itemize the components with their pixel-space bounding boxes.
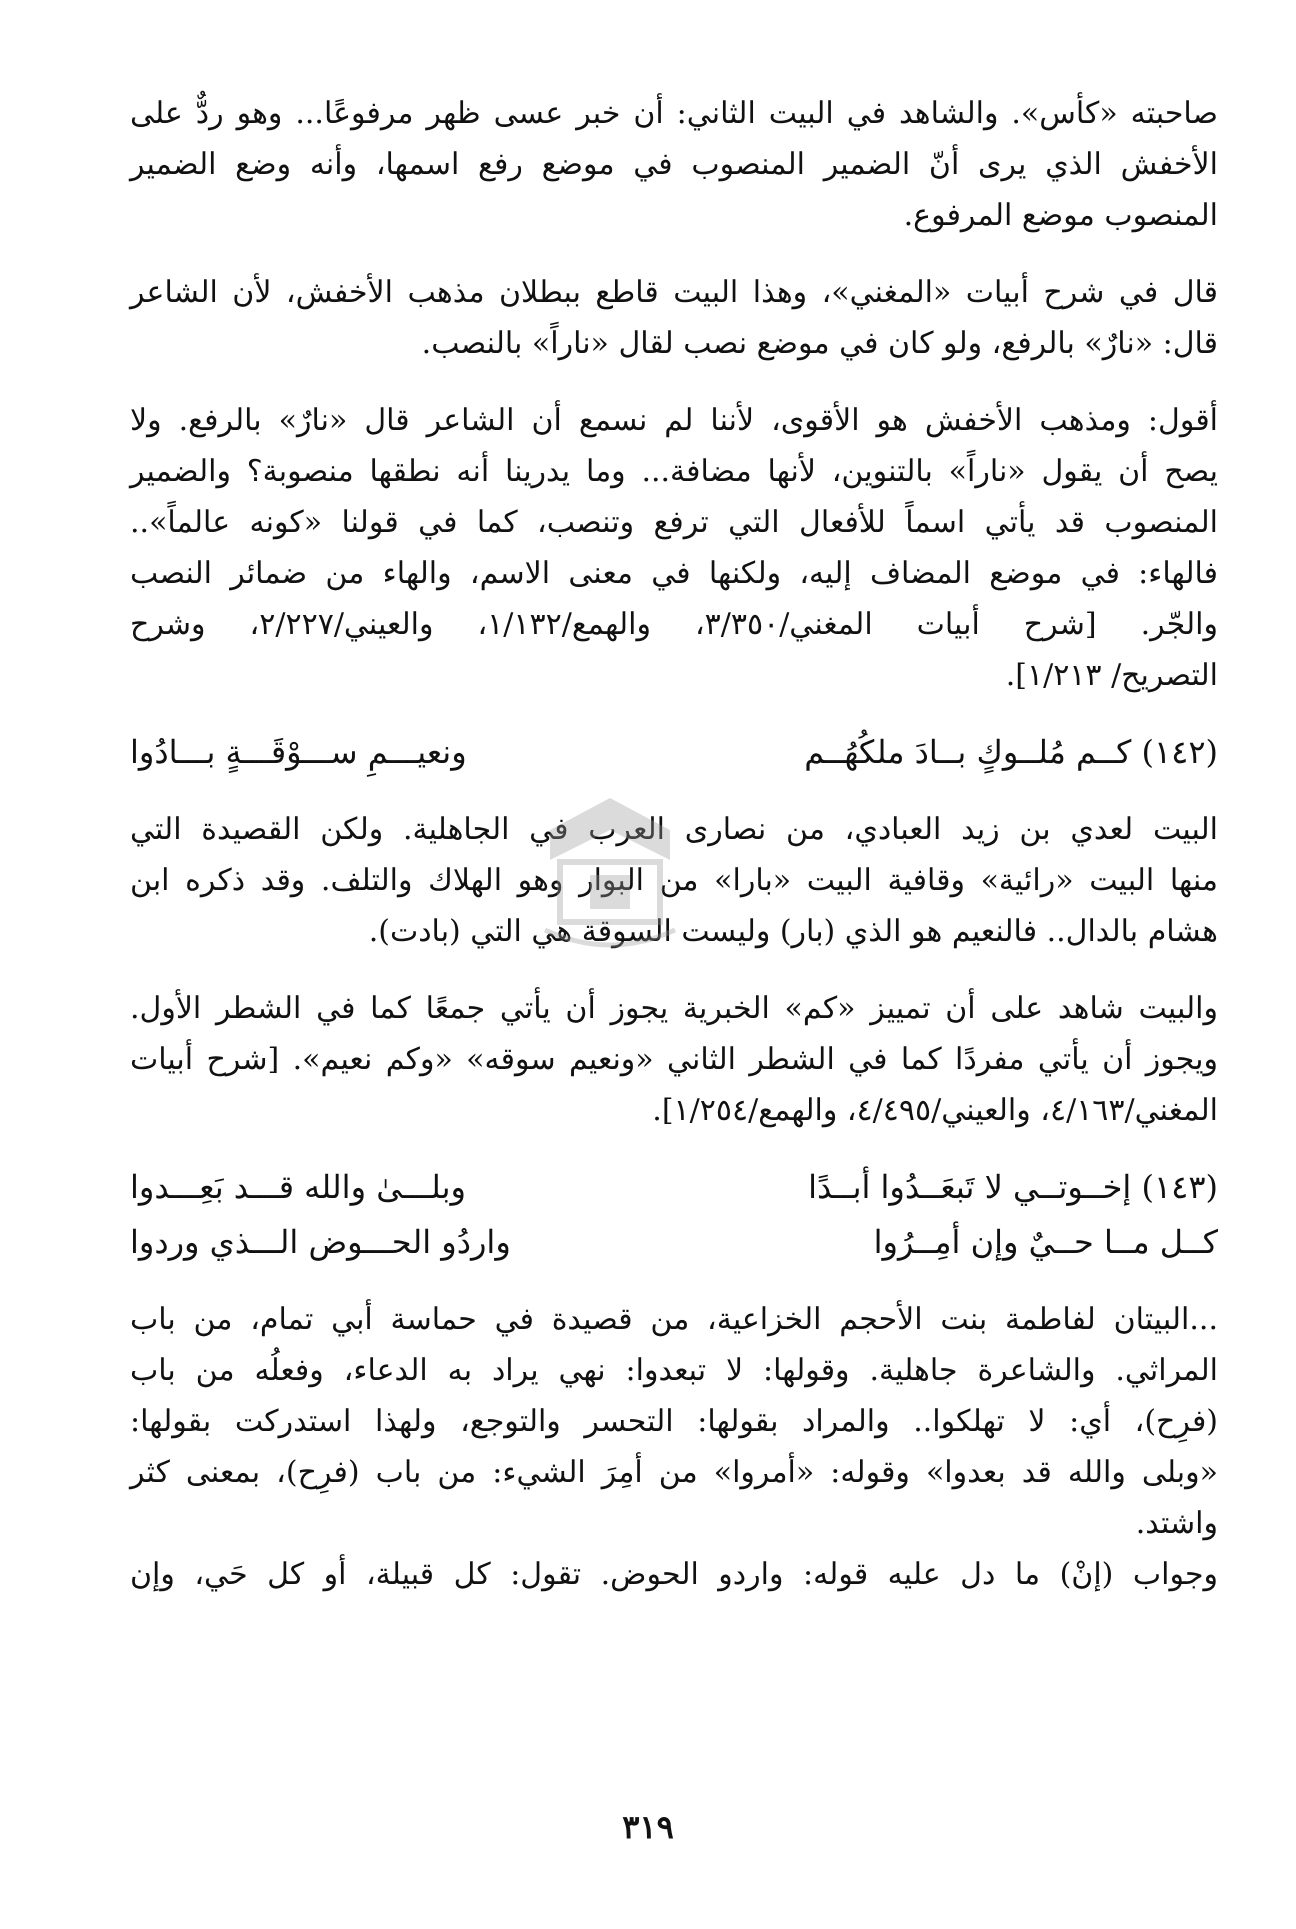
text-line: «وبلى والله قد بعدوا» وقوله: «أمروا» من أمِرَ الشيء: من باب (فرِح)، بمعنى كثر واشتد. xyxy=(130,1455,1218,1541)
text-line: ويجوز أن يأتي مفردًا كما في الشطر الثاني «ونعيم سوقه» «وكم نعيم». [شرح أبيات xyxy=(130,1042,1218,1077)
text-line: والجّر. [شرح أبيات المغني/٣/٣٥٠، والهمع/١/١٣٢، والعيني/٢/٢٢٧، وشرح xyxy=(130,607,1218,642)
text-line: التصريح/ ١/٢١٣]. xyxy=(1005,658,1218,693)
verse-142 xyxy=(130,727,1218,778)
verse-first-hemistich: (١٤٢) كــم مُلــوكٍ بــادَ ملكُهُــم xyxy=(804,733,1218,771)
text-line: يصح أن يقول «ناراً» بالتنوين، لأنها مضافة... وما يدرينا أنه نطقها منصوبة؟ والضمير xyxy=(130,454,1218,489)
text-line: المنصوب موضع المرفوع. xyxy=(903,198,1218,233)
page-number: ٣١٩ xyxy=(622,1808,674,1846)
paragraph-2 xyxy=(130,267,1218,369)
text-line: الأخفش الذي يرى أنّ الضمير المنصوب في موضع رفع اسمها، وأنه وضع الضمير xyxy=(130,147,1218,182)
verse-first-hemistich: (١٤٣) إخــوتــي لا تَبعَــدُوا أبــدًا xyxy=(808,1168,1218,1206)
paragraph-5 xyxy=(130,983,1218,1136)
verse-second-hemistich: ونعيـــمِ ســـوْقَـــةٍ بـــادُوا xyxy=(130,733,467,771)
paragraph-6 xyxy=(130,1294,1218,1600)
text-line: والبيت شاهد على أن تمييز «كم» الخبرية يجوز أن يأتي جمعًا كما في الشطر الأول. xyxy=(130,991,1218,1026)
text-line: (فرِح)، أي: لا تهلكوا.. والمراد بقولها: التحسر والتوجع، ولهذا استدركت بقولها: xyxy=(130,1404,1218,1439)
verse-first-hemistich: كــل مــا حــيٌ وإن أمِــرُوا xyxy=(873,1223,1218,1261)
verse-line xyxy=(130,1217,1218,1268)
verse-second-hemistich: واردُو الحـــوض الـــذي وردوا xyxy=(130,1223,511,1261)
text-line: أقول: ومذهب الأخفش هو الأقوى، لأننا لم نسمع أن الشاعر قال «نارٌ» بالرفع. ولا xyxy=(130,403,1218,438)
text-line: قال: «نارٌ» بالرفع، ولو كان في موضع نصب لقال «ناراً» بالنصب. xyxy=(421,326,1218,361)
text-line: قال في شرح أبيات «المغني»، وهذا البيت قاطع ببطلان مذهب الأخفش، لأن الشاعر xyxy=(130,275,1218,310)
text-line: البيت لعدي بن زيد العبادي، من نصارى العرب في الجاهلية. ولكن القصيدة التي xyxy=(130,812,1218,847)
text-line: المغني/٤/١٦٣، والعيني/٤/٤٩٥، والهمع/١/٢٥٤]. xyxy=(652,1093,1218,1128)
text-line: صاحبته «كأس». والشاهد في البيت الثاني: أن خبر عسى ظهر مرفوعًا... وهو ردٌّ على xyxy=(130,96,1218,131)
verse-second-hemistich: وبلـــىٰ والله قـــد بَعِـــدوا xyxy=(130,1168,466,1206)
text-line: المنصوب قد يأتي اسماً للأفعال التي ترفع وتنصب، كما في قولنا «كونه عالماً».. xyxy=(130,505,1218,540)
text-line: هشام بالدال.. فالنعيم هو الذي (بار) وليست السوقة هي التي (بادت). xyxy=(368,914,1218,949)
text-line: منها البيت «رائية» وقافية البيت «بارا» من البوار وهو الهلاك والتلف. وقد ذكره ابن xyxy=(130,863,1218,898)
text-line: فالهاء: في موضع المضاف إليه، ولكنها في معنى الاسم، والهاء من ضمائر النصب xyxy=(130,556,1218,591)
verse-line xyxy=(130,1162,1218,1213)
verse-line xyxy=(130,727,1218,778)
verse-143 xyxy=(130,1162,1218,1268)
text-line: وجواب (إنْ) ما دل عليه قوله: واردو الحوض. تقول: كل قبيلة، أو كل حَي، وإن xyxy=(130,1557,1218,1592)
text-line: المراثي. والشاعرة جاهلية. وقولها: لا تبعدوا: نهي يراد به الدعاء، وفعلُه من باب xyxy=(130,1353,1218,1388)
paragraph-3 xyxy=(130,395,1218,701)
text-line: ...البيتان لفاطمة بنت الأحجم الخزاعية، من قصيدة في حماسة أبي تمام، من باب xyxy=(130,1302,1218,1337)
seal-watermark-icon xyxy=(520,790,700,960)
paragraph-1 xyxy=(130,88,1218,241)
